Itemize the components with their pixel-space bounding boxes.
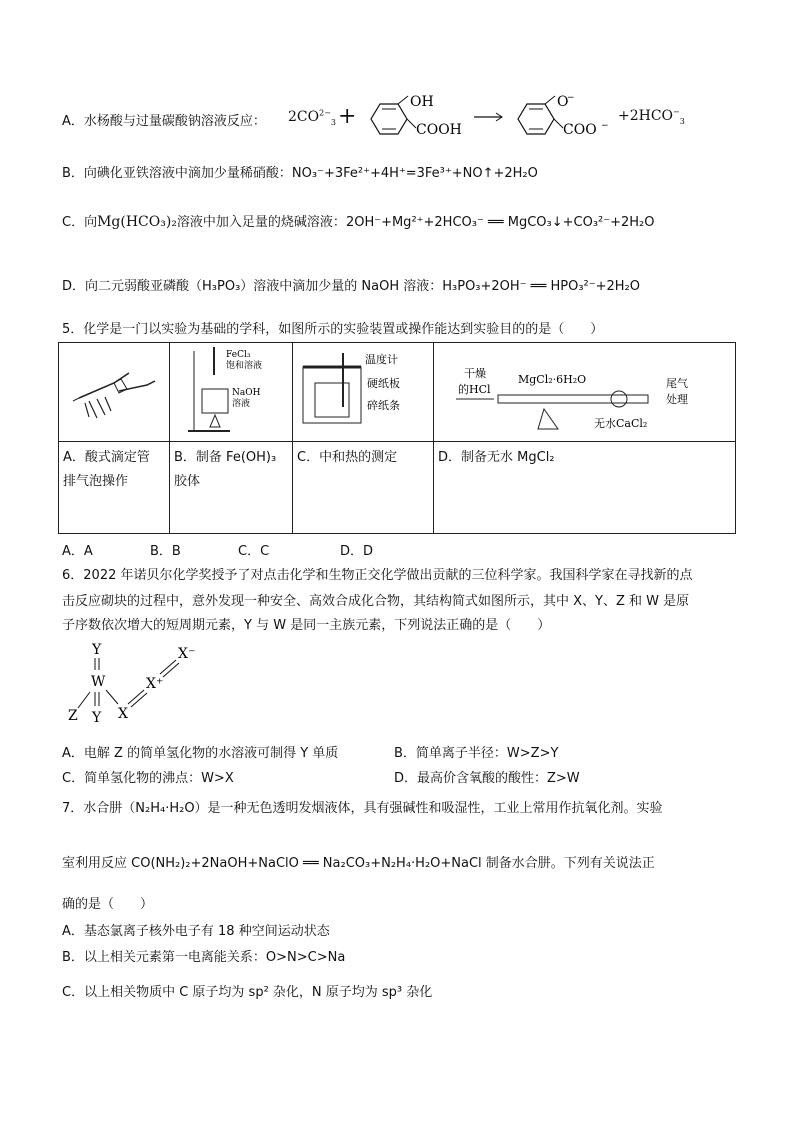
- q4-d-equation: H₃PO₃+2OH⁻ ══ HPO₃²⁻+2H₂O: [442, 279, 640, 294]
- q4-a-reactant: $2CO^{2-}_3$: [288, 108, 336, 127]
- q7-option-c: C．以上相关物质中 C 原子均为 sp² 杂化，N 原子均为 sp³ 杂化: [62, 985, 433, 1000]
- svg-text:X: X: [118, 706, 128, 722]
- q5-options: [62, 540, 373, 559]
- svg-text:饱和溶液: 饱和溶液: [226, 361, 263, 371]
- svg-text:溶液: 溶液: [232, 399, 251, 409]
- svg-text:Y: Y: [92, 710, 102, 726]
- q5-option-b: B．B: [150, 544, 181, 559]
- salicylate-structure: [505, 92, 615, 142]
- q4-option-c: C．向Mg(HCO₃)₂溶液中加入足量的烧碱溶液：2OH⁻+Mg²⁺+2HCO₃⁻ ══ MgCO₃↓+CO₃²⁻+2H₂O: [62, 214, 655, 230]
- q4-option-b: B．向碘化亚铁溶液中滴加少量稀硝酸：NO₃⁻+3Fe²⁺+4H⁺=3Fe³⁺+NO↑+2H₂O: [62, 166, 538, 181]
- q4-a-label: A．水杨酸与过量碳酸钠溶液反应：: [62, 114, 266, 129]
- q7-stem-2: 室利用反应 CO(NH₂)₂+2NaOH+NaClO ══ Na₂CO₃+N₂H₄·H₂O+NaCl 制备水合肼。下列有关说法正: [62, 856, 655, 871]
- svg-text:Y: Y: [92, 642, 102, 658]
- q4-a-coo: COO: [563, 122, 597, 138]
- q7-option-a: A．基态氯离子核外电子有 18 种空间运动状态: [62, 924, 330, 939]
- svg-text:处理: 处理: [666, 393, 688, 406]
- q5-caption-b: B．制备 Fe(OH)₃ 胶体: [170, 442, 293, 534]
- q4-a-cooh: COOH: [416, 122, 462, 138]
- svg-text:尾气: 尾气: [666, 377, 688, 390]
- q5-option-a: A．A: [62, 544, 93, 559]
- svg-text:Z: Z: [68, 708, 78, 724]
- q4-b-equation: NO₃⁻+3Fe²⁺+4H⁺=3Fe³⁺+NO↑+2H₂O: [291, 166, 538, 181]
- q5-stem: 5．化学是一门以实验为基础的学科，如图所示的实验装置或操作能达到实验目的的是（ ）: [62, 322, 604, 337]
- q6-option-c: C．简单氢化物的沸点：W>X: [62, 771, 234, 786]
- q6-option-a: A．电解 Z 的简单氢化物的水溶液可制得 Y 单质: [62, 746, 339, 761]
- svg-text:X⁻: X⁻: [178, 646, 196, 662]
- q4-option-d: D．向二元弱酸亚磷酸（H₃PO₃）溶液中滴加少量的 NaOH 溶液：H₃PO₃+2OH⁻ ══ HPO₃²⁻+2H₂O: [62, 279, 640, 294]
- q4-a-product: $+2HCO^-_3$: [618, 107, 685, 126]
- q4-a-plus: +: [338, 104, 357, 129]
- svg-text:NaOH: NaOH: [232, 388, 261, 398]
- svg-text:FeCl₃: FeCl₃: [226, 350, 251, 360]
- q6-stem-3: 子序数依次增大的短周期元素，Y 与 W 是同一主族元素，下列说法正确的是（ ）: [62, 618, 551, 633]
- q4-a-oh: OH: [410, 94, 434, 110]
- fe-oh3-setup-icon: [170, 343, 290, 437]
- q5-option-c: C．C: [238, 544, 270, 559]
- q5-image-b: [170, 343, 293, 442]
- svg-text:碎纸条: 碎纸条: [367, 399, 400, 412]
- q4-c-equation: 2OH⁻+Mg²⁺+2HCO₃⁻ ══ MgCO₃↓+CO₃²⁻+2H₂O: [345, 215, 655, 230]
- q5-caption-d: D．制备无水 MgCl₂: [434, 442, 736, 534]
- q7-stem-3: 确的是（ ）: [62, 897, 154, 912]
- svg-text:温度计: 温度计: [365, 353, 398, 366]
- q5-option-d: D．D: [340, 544, 374, 559]
- q6-stem-2: 击反应砌块的过程中，意外发现一种安全、高效合成化合物，其结构简式如图所示，其中 X、Y、Z 和 W 是原: [62, 594, 690, 609]
- reaction-arrow-icon: [474, 110, 504, 124]
- q6-structure-diagram: [62, 640, 242, 730]
- q5-image-c: [293, 343, 434, 442]
- q4-a-ominus: O: [557, 94, 569, 110]
- burette-bubble-icon: [59, 343, 167, 437]
- q4-c-formula: Mg(HCO₃)₂: [97, 214, 177, 230]
- q5-caption-c: C．中和热的测定: [293, 442, 434, 534]
- svg-text:无水CaCl₂: 无水CaCl₂: [594, 417, 648, 430]
- q6-stem-1: 6．2022 年诺贝尔化学奖授予了对点击化学和生物正交化学做出贡献的三位科学家。我国科学家在寻找新的点: [62, 568, 693, 583]
- q5-caption-a: A．酸式滴定管 排气泡操作: [59, 442, 170, 534]
- q6-option-d: D．最高价含氧酸的酸性：Z>W: [394, 771, 580, 786]
- svg-text:干燥: 干燥: [464, 367, 486, 380]
- q4-option-a: [62, 110, 266, 129]
- q7-option-b: B．以上相关元素第一电离能关系：O>N>C>Na: [62, 950, 346, 965]
- svg-text:MgCl₂·6H₂O: MgCl₂·6H₂O: [518, 373, 587, 386]
- q5-image-a: [59, 343, 170, 442]
- salicylic-acid-structure: [358, 92, 468, 142]
- q7-stem-1: 7．水合肼（N₂H₄·H₂O）是一种无色透明发烟液体，具有强碱性和吸湿性，工业上常用作抗氧化剂。实验: [62, 801, 663, 816]
- svg-text:硬纸板: 硬纸板: [367, 377, 400, 390]
- svg-text:X⁺: X⁺: [146, 676, 164, 692]
- q6-option-b: B．简单离子半径：W>Z>Y: [394, 746, 559, 761]
- svg-text:−: −: [567, 93, 575, 103]
- mgcl2-dehydration-icon: [434, 343, 734, 437]
- svg-text:−: −: [601, 121, 609, 131]
- q5-experiment-table: [58, 342, 736, 534]
- svg-text:的HCl: 的HCl: [458, 383, 491, 396]
- q5-image-d: [434, 343, 736, 442]
- calorimeter-icon: [293, 343, 431, 437]
- svg-text:W: W: [91, 674, 106, 690]
